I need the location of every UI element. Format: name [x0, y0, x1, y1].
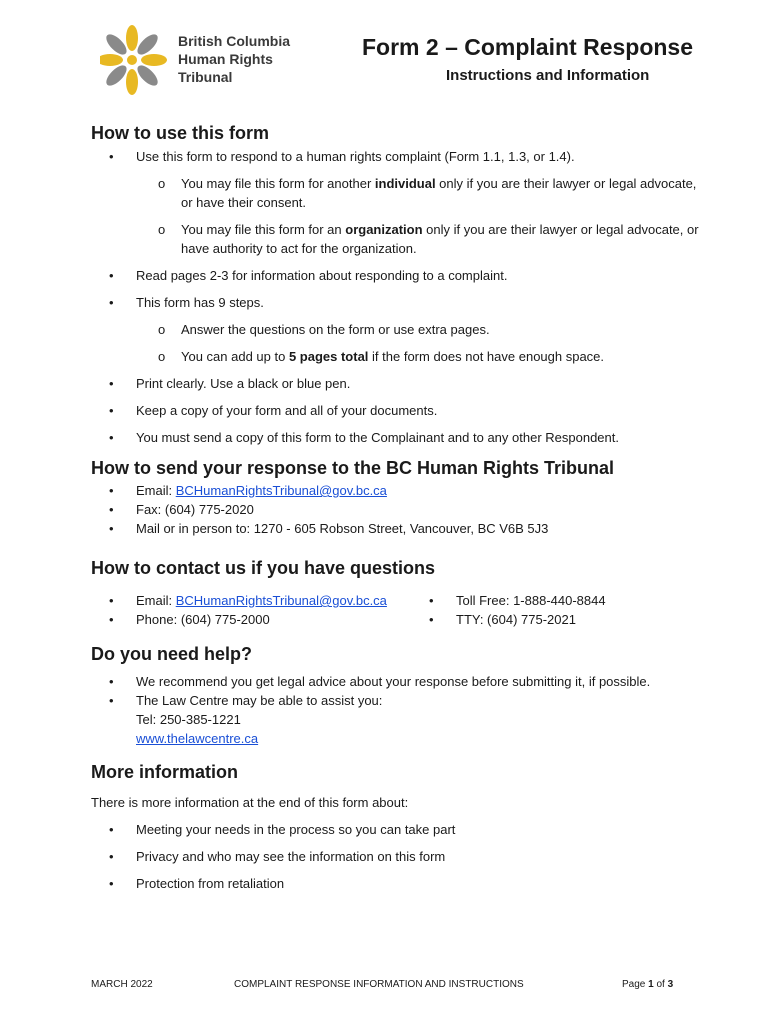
list-item: • Phone: (604) 775-2000: [91, 610, 411, 629]
list-item: o You can add up to 5 pages total if the form does not have enough space.: [91, 347, 711, 366]
section-how-to-use: [91, 122, 711, 447]
section-heading: More information: [91, 762, 238, 782]
list-item: • Fax: (604) 775-2020: [91, 500, 711, 519]
section-heading: How to use this form: [91, 123, 270, 143]
list-item: • Read pages 2-3 for information about responding to a complaint.: [91, 266, 711, 285]
phone-number: Tel: 250-385-1221: [136, 712, 241, 727]
list-item: o You may file this form for an organization only if you are their lawyer or legal advocate, or have authority to act for the organization.: [91, 220, 711, 258]
list-item: • We recommend you get legal advice about your response before submitting it, if possible.: [91, 672, 711, 691]
list-item: • Email: BCHumanRightsTribunal@gov.bc.ca: [91, 481, 711, 500]
list-item: • Mail or in person to: 1270 - 605 Robson Street, Vancouver, BC V6B 5J3: [91, 519, 711, 538]
list-item: • Privacy and who may see the information on this form: [91, 847, 711, 866]
section-contact: [91, 557, 711, 629]
form-title: Form 2 – Complaint Response: [362, 34, 694, 60]
list-item: o Answer the questions on the form or use extra pages.: [91, 320, 711, 339]
section-more-info: [91, 761, 711, 893]
section-heading: Do you need help?: [91, 644, 253, 664]
list-item: • Email: BCHumanRightsTribunal@gov.bc.ca: [91, 591, 411, 610]
tribunal-flower-icon: [100, 20, 172, 100]
tribunal-logo: [100, 20, 300, 100]
list-item: • Toll Free: 1-888-440-8844: [411, 591, 711, 610]
list-item: • Keep a copy of your form and all of your documents.: [91, 401, 711, 420]
logo-line: British Columbia: [178, 33, 291, 49]
page-number: Page 1 of 3: [622, 979, 674, 990]
logo-wordmark: [178, 32, 290, 86]
list-item: • You must send a copy of this form to the Complainant and to any other Respondent.: [91, 428, 711, 447]
list-item: • Protection from retaliation: [91, 874, 711, 893]
list-item: • This form has 9 steps.: [91, 293, 711, 312]
list-item: • Print clearly. Use a black or blue pen.: [91, 374, 711, 393]
list-item: • The Law Centre may be able to assist you: Tel: 250-385-1221 www.thelawcentre.ca: [91, 691, 711, 748]
list-item: • TTY: (604) 775-2021: [411, 610, 711, 629]
section-heading: How to contact us if you have questions: [91, 558, 436, 578]
section-how-to-send: [91, 457, 711, 538]
section-heading: How to send your response to the BC Human Rights Tribunal: [91, 458, 615, 478]
footer-title: COMPLAINT RESPONSE INFORMATION AND INSTRUCTIONS: [234, 979, 524, 990]
law-centre-link[interactable]: www.thelawcentre.ca: [136, 731, 259, 746]
footer-date: MARCH 2022: [91, 979, 153, 990]
section-help: [91, 643, 711, 748]
list-item: o You may file this form for another individual only if you are their lawyer or legal advocate, or have their consent.: [91, 174, 711, 212]
email-link[interactable]: BCHumanRightsTribunal@gov.bc.ca: [175, 593, 387, 608]
email-link[interactable]: BCHumanRightsTribunal@gov.bc.ca: [175, 483, 387, 498]
logo-line: Tribunal: [178, 69, 233, 85]
list-item: • Meeting your needs in the process so you can take part: [91, 820, 711, 839]
intro-text: There is more information at the end of this form about:: [91, 795, 409, 810]
form-subtitle: Instructions and Information: [446, 67, 650, 84]
logo-line: Human Rights: [178, 51, 273, 67]
list-item: • Use this form to respond to a human rights complaint (Form 1.1, 1.3, or 1.4).: [91, 147, 711, 166]
